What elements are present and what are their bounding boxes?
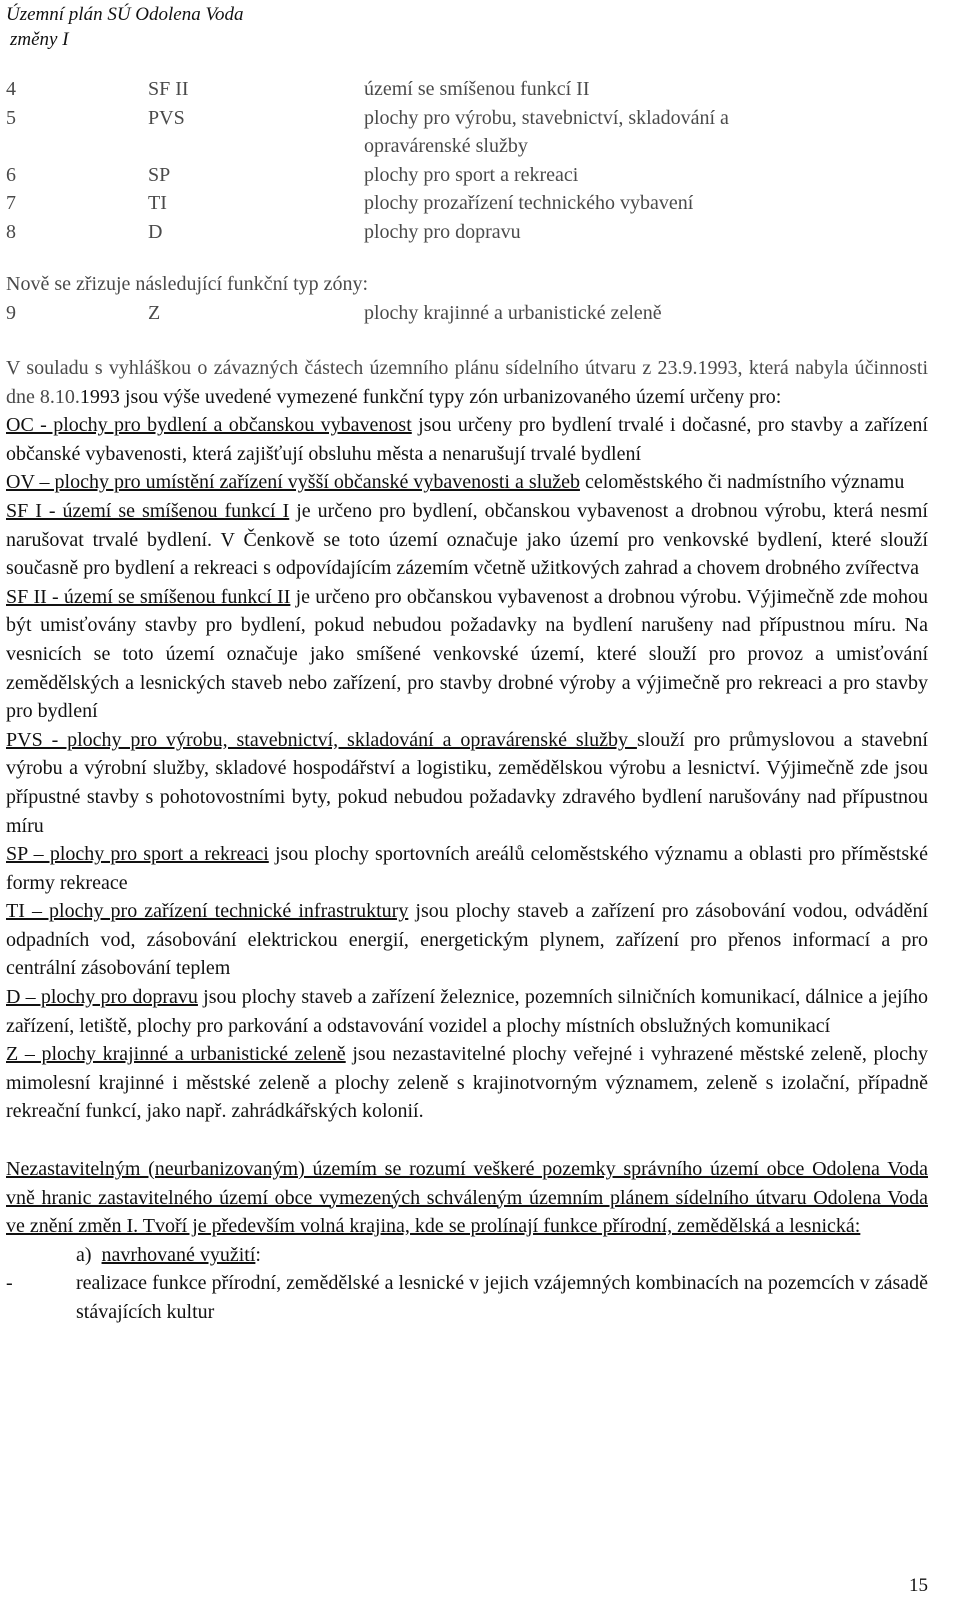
definition-paragraph xyxy=(6,726,928,840)
zone-type-row xyxy=(6,75,906,104)
document-body xyxy=(6,354,928,1327)
zone-type-number: 7 xyxy=(6,192,16,214)
definition-paragraph xyxy=(6,468,928,497)
list-item-a xyxy=(6,1241,928,1270)
list-label-suffix: : xyxy=(255,1243,261,1266)
definition-term: SF II - území se smíšenou funkcí II xyxy=(6,585,291,608)
zone-type-code: TI xyxy=(148,192,167,214)
zone-type-number: 9 xyxy=(6,302,16,324)
definition-paragraph xyxy=(6,840,928,897)
definition-text: jsou plochy sportovních areálů celoměstského významu a oblasti pro příměstské formy rekreace xyxy=(6,843,928,894)
zone-type-code: D xyxy=(148,220,163,243)
document-header xyxy=(6,2,243,52)
zone-type-row xyxy=(6,189,906,218)
zone-type-description: plochy pro sport a rekreaci xyxy=(364,163,579,186)
definition-term: Z – plochy krajinné a urbanistické zeleně xyxy=(6,1043,346,1066)
definition-term: PVS - plochy pro výrobu, stavebnictví, skladování a opravárenské služby xyxy=(6,728,637,751)
intro-paragraph xyxy=(6,354,928,411)
zone-type-description: území se smíšenou funkcí II xyxy=(364,78,590,100)
definition-paragraph xyxy=(6,497,928,583)
page-number: 15 xyxy=(909,1575,928,1596)
zone-type-description: plochy krajinné a urbanistické zeleně xyxy=(364,302,662,324)
intro-line-1: V souladu s vyhláškou o závazných částech územního plánu sídelního útvaru z 23.9.1993, xyxy=(6,357,743,379)
zone-type-row xyxy=(6,161,906,190)
definition-paragraph xyxy=(6,1040,928,1126)
nonbuilt-paragraph: Nezastavitelným (neurbanizovaným) územím se rozumí veškeré pozemky správního území obce Odolena Voda vně hranic zastavitelného území obce vymezených schváleným územním plánem sídelního útvaru Odolena Voda ve znění změn I. Tvoří je především volná krajina, kde se prolínají funkce přírodní, zemědělská a lesnická: xyxy=(6,1158,928,1238)
definition-term: OC - plochy pro bydlení a občanskou vybavenost xyxy=(6,414,412,437)
list-label: navrhované využití xyxy=(101,1243,256,1266)
definition-text: jsou plochy staveb a zařízení železnice, pozemních silničních komunikací, dálnice a jejího zařízení, letiště, plochy pro parkování a odstavování vozidel a plochy místních obslužných komunikací xyxy=(6,986,929,1037)
definition-term: SF I - území se smíšenou funkcí I xyxy=(6,499,290,522)
definition-text: je určeno pro občanskou vybavenost a drobnou výrobu. Výjimečně zde mohou být umisťovány stavby pro bydlení, pokud nebudou požadavky na bydlení narušeny nad přípustnou míru. Na vesnicích se toto území označuje jako smíšené venkovské území, které slouží pro provoz a umisťování zemědělských a lesnických staveb nebo zařízení, pro stavby drobné výroby a výjimečně pro rekreaci a pro stavby pro bydlení xyxy=(6,585,928,723)
zone-type-row xyxy=(6,218,906,247)
definition-text: jsou plochy staveb a zařízení pro zásobování vodou, odvádění odpadních vod, zásobování elektrickou energií, energetickým plynem, zařízení pro přenos informací a pro centrální zásobování teplem xyxy=(6,900,929,980)
zone-type-code: PVS xyxy=(148,106,185,129)
definition-text: je určeno pro bydlení, občanskou vybavenost a drobnou výrobu, která nesmí narušovat trvalé bydlení. V Čenkově se toto území označuje jako území pro venkovské bydlení, které slouží současně pro bydlení a rekreaci s odpovídajícím zázemím včetně užitkových zahrad a chovem drobného zvířectva xyxy=(6,499,928,580)
definition-paragraph xyxy=(6,897,928,983)
zone-type-description: plochy pro výrobu, stavebnictví, skladování a xyxy=(364,106,729,129)
definition-text: jsou nezastavitelné plochy veřejné i vyhrazené městské zeleně, plochy mimolesní krajinné i městské zeleně a plochy zeleně s krajinotvorným významem, zeleně s izolační, případně rekreační funkcí, jako např. zahrádkářských kolonií. xyxy=(6,1043,928,1123)
definition-paragraph xyxy=(6,411,928,468)
header-subtitle: změny I xyxy=(10,29,69,50)
new-zone-intro: Nově se zřizuje následující funkční typ zóny: xyxy=(6,273,369,295)
zone-type-code: Z xyxy=(148,302,161,324)
zone-type-row xyxy=(6,104,906,133)
intro-line-2: která nabyla účinnosti dne 8.10. xyxy=(6,357,929,408)
list-text: realizace funkce přírodní, zemědělské a lesnické v jejich vzájemných kombinacích na pozemcích v zásadě stávajících kultur xyxy=(76,1272,928,1323)
list-marker: - xyxy=(6,1272,13,1295)
definition-text: jsou určeny pro bydlení trvalé i dočasné, pro stavby a zařízení občanské vybavenosti, která zajišťují obsluhu města a nenarušují trvalé bydlení xyxy=(6,414,928,465)
zone-type-number: 6 xyxy=(6,163,16,186)
definition-paragraph xyxy=(6,983,928,1040)
list-item-dash xyxy=(6,1269,928,1326)
new-zone-row xyxy=(6,299,906,327)
zone-type-number: 5 xyxy=(6,106,16,129)
zone-type-description: plochy pro dopravu xyxy=(364,220,521,243)
zone-type-number: 4 xyxy=(6,78,16,100)
definition-term: OV – plochy pro umístění zařízení vyšší občanské vybavenosti a služeb xyxy=(6,471,580,494)
zone-type-list xyxy=(6,75,906,246)
zone-type-description: plochy prozařízení technického vybavení xyxy=(364,192,694,214)
definition-term: SP – plochy pro sport a rekreaci xyxy=(6,843,269,866)
zone-type-number: 8 xyxy=(6,220,16,243)
paragraph-gap xyxy=(6,1126,928,1155)
header-title: Územní plán SÚ Odolena Voda xyxy=(6,4,244,25)
definition-text: slouží pro průmyslovou a stavební výrobu a výrobní služby, skladové hospodářství a logistiku, zemědělskou výrobu a lesnictví. Výjimečně zde jsou přípustné stavby s pohotovostními byty, pokud nebudou požadavky zdravého bydlení narušovány nad přípustnou míru xyxy=(6,728,928,837)
definition-paragraph xyxy=(6,583,928,726)
list-marker: a) xyxy=(76,1243,92,1266)
zone-type-description-continued: opravárenské služby xyxy=(364,135,528,157)
intro-line-2b: 1993 jsou výše uvedené vymezené funkční typy zón urbanizovaného území určeny pro: xyxy=(79,385,782,408)
zone-type-code: SP xyxy=(148,163,171,186)
definition-term: D – plochy pro dopravu xyxy=(6,986,198,1009)
definition-term: TI – plochy pro zařízení technické infrastruktury xyxy=(6,900,409,923)
zone-type-code: SF II xyxy=(148,78,189,100)
definition-text: celoměstského či nadmístního významu xyxy=(579,471,905,494)
